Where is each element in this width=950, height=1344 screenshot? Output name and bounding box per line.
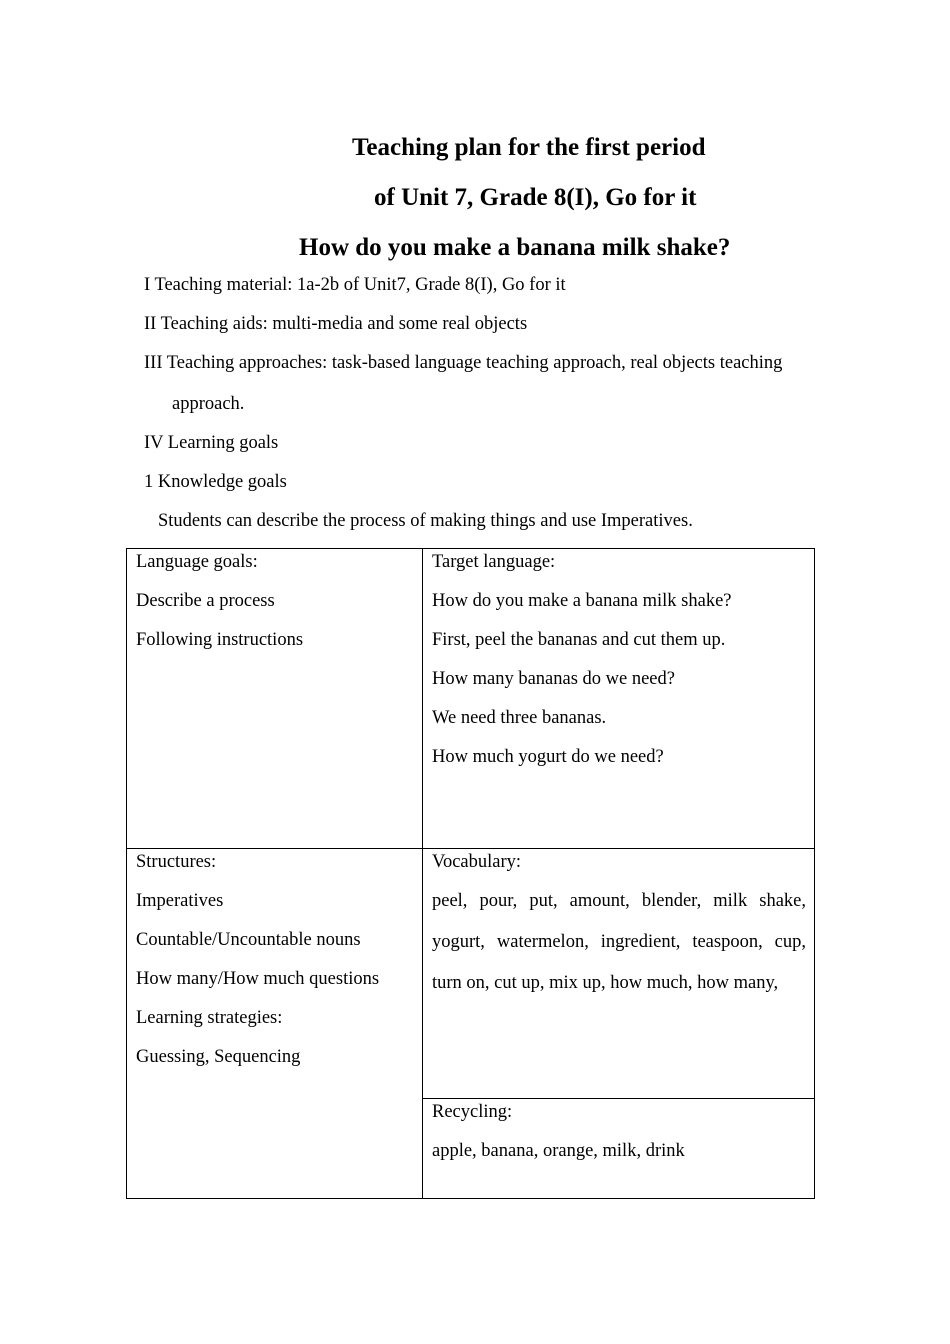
teaching-approaches: III Teaching approaches: task-based language teaching approach, real objects teaching: [144, 353, 783, 373]
target-language-cell: [432, 549, 732, 783]
target-language-item: How much yogurt do we need?: [432, 747, 664, 767]
target-language-item: First, peel the bananas and cut them up.: [432, 630, 726, 650]
vocabulary-line: turn on, cut up, mix up, how much, how many,: [432, 973, 779, 993]
table-divider-vertical: [422, 549, 423, 1198]
target-language-item: How many bananas do we need?: [432, 669, 675, 689]
learning-strategies-heading: Learning strategies:: [136, 1008, 283, 1028]
knowledge-goals-heading: 1 Knowledge goals: [144, 472, 287, 492]
teaching-material: I Teaching material: 1a-2b of Unit7, Grade 8(I), Go for it: [144, 275, 566, 295]
title-line-2: of Unit 7, Grade 8(I), Go for it: [374, 184, 697, 211]
vocabulary-line: peel, pour, put, amount, blender, milk shake,: [432, 891, 806, 911]
language-goals-heading: Language goals:: [136, 552, 258, 572]
teaching-aids: II Teaching aids: multi-media and some real objects: [144, 314, 528, 334]
target-language-heading: Target language:: [432, 552, 556, 572]
learning-goals-heading: IV Learning goals: [144, 433, 279, 453]
structures-cell: [136, 849, 379, 1083]
teaching-approaches-continued: approach.: [172, 394, 245, 414]
target-language-item: We need three bananas.: [432, 708, 607, 728]
goals-table: [126, 548, 815, 1199]
structure-item: Countable/Uncountable nouns: [136, 930, 361, 950]
recycling-heading: Recycling:: [432, 1102, 513, 1122]
target-language-item: How do you make a banana milk shake?: [432, 591, 732, 611]
vocabulary-line: yogurt, watermelon, ingredient, teaspoon, cup,: [432, 932, 806, 952]
vocabulary-heading: Vocabulary:: [432, 852, 522, 872]
knowledge-goals-description: Students can describe the process of making things and use Imperatives.: [158, 511, 693, 531]
recycling-items: apple, banana, orange, milk, drink: [432, 1141, 685, 1161]
structure-item: Imperatives: [136, 891, 224, 911]
structures-heading: Structures:: [136, 852, 217, 872]
language-goals-cell: [136, 549, 303, 666]
language-goal-item: Following instructions: [136, 630, 304, 650]
title-line-3: How do you make a banana milk shake?: [299, 234, 731, 261]
language-goal-item: Describe a process: [136, 591, 275, 611]
learning-strategies-items: Guessing, Sequencing: [136, 1047, 301, 1067]
recycling-cell: [432, 1099, 685, 1177]
title-line-1: Teaching plan for the first period: [352, 134, 706, 161]
structure-item: How many/How much questions: [136, 969, 380, 989]
vocabulary-cell: [432, 849, 806, 1011]
